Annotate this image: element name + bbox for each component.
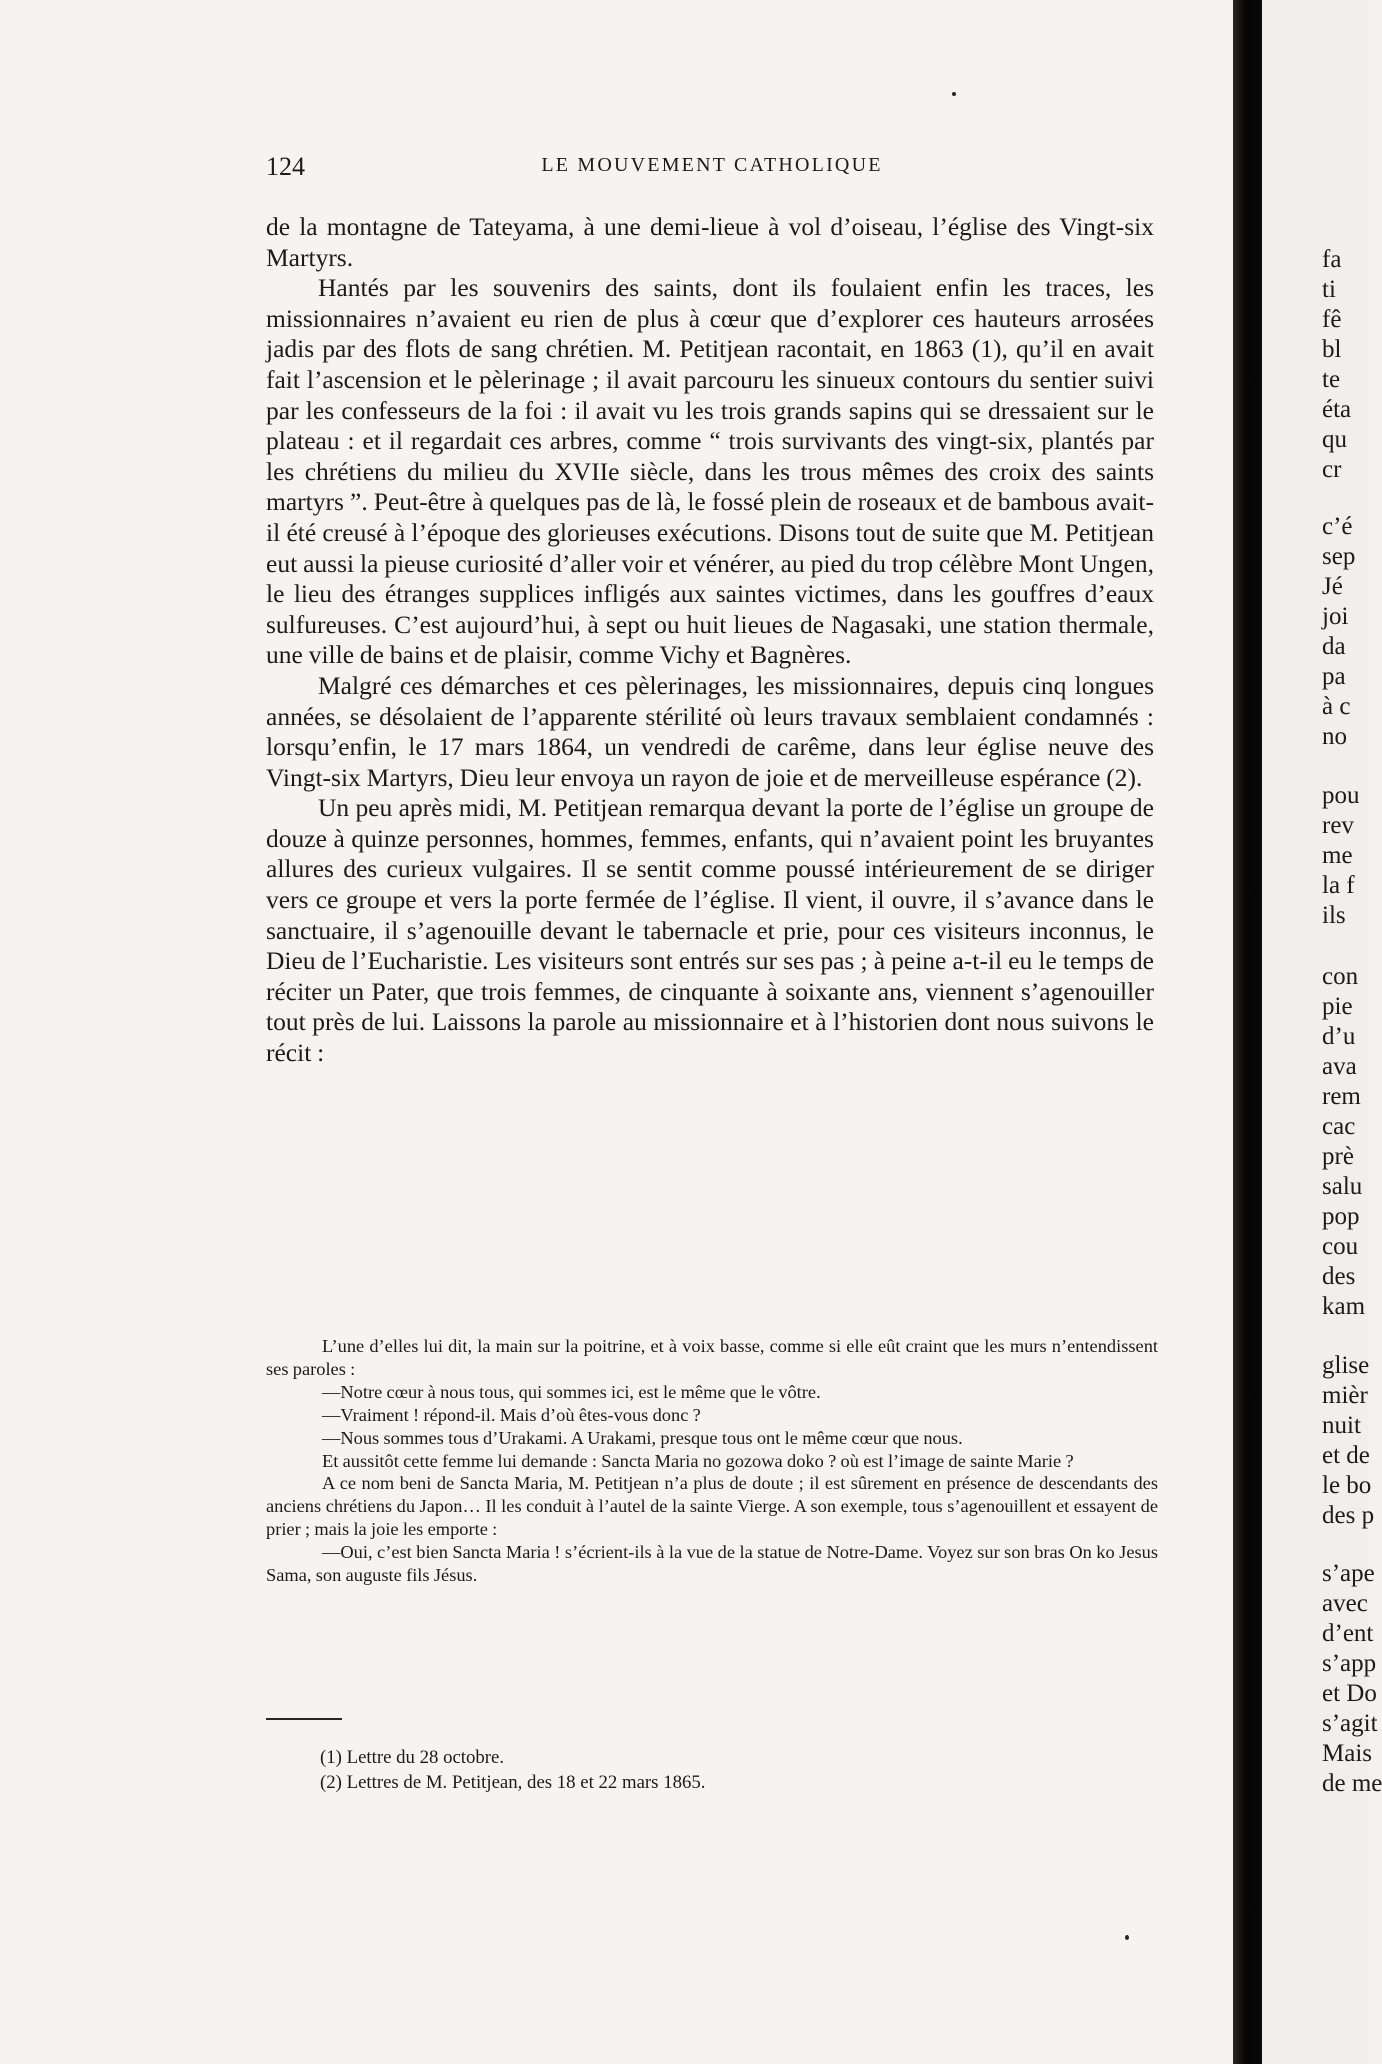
facing-page-line-fragment: sep [1322, 543, 1356, 570]
paragraph: de la montagne de Tateyama, à une demi-lieue à vol d’oiseau, l’église des Vingt-six Martyrs. [266, 212, 1154, 272]
facing-page-line-fragment: prè [1322, 1143, 1354, 1170]
facing-page-line-fragment: des [1322, 1263, 1356, 1290]
page-header [266, 152, 1158, 192]
facing-page-line-fragment: ava [1322, 1053, 1357, 1080]
facing-page-line-fragment: cou [1322, 1233, 1359, 1260]
footnote: (2) Lettres de M. Petitjean, des 18 et 22 mars 1865. [320, 1772, 706, 1793]
facing-page-line-fragment: le bo [1322, 1472, 1372, 1499]
facing-page-line-fragment: à c [1322, 693, 1351, 720]
facing-page-line-fragment: bl [1322, 336, 1342, 363]
facing-page-line-fragment: no [1322, 723, 1347, 750]
facing-page-line-fragment: s’ape [1322, 1560, 1375, 1587]
facing-page-line-fragment: con [1322, 963, 1359, 990]
quote-paragraph: L’une d’elles lui dit, la main sur la poitrine, et à voix basse, comme si elle eût craint que les murs n’entendissent ses paroles : [266, 1336, 1158, 1379]
paragraph: Un peu après midi, M. Petitjean remarqua devant la porte de l’église un groupe de douze à quinze personnes, hommes, femmes, enfants, qui n’avaient point les bruyantes allures des curieux vulgaires. Il se sentit comme poussé intérieurement de se diriger vers ce groupe et vers la porte fermée de l’église. Il vient, il ouvre, il s’avance dans le sanctuaire, il s’agenouille devant le tabernacle et prie, pour ces visiteurs inconnus, le Dieu de l’Eucharistie. Les visiteurs sont entrés sur ses pas ; à peine a-t-il eu le temps de réciter un Pater, que trois femmes, de cinquante à soixante ans, viennent s’agenouiller tout près de lui. Laissons la parole au missionnaire et à l’historien dont nous suivons le récit : [266, 793, 1154, 1068]
running-title: LE MOUVEMENT CATHOLIQUE [541, 154, 883, 176]
main-text [266, 212, 1154, 1069]
facing-page-line-fragment: s’agit [1322, 1710, 1378, 1737]
facing-page-line-fragment: cr [1322, 456, 1342, 483]
facing-page-line-fragment: te [1322, 366, 1341, 393]
facing-page-line-fragment: fa [1322, 246, 1342, 273]
paragraph: Hantés par les souvenirs des saints, dont ils foulaient enfin les traces, les missionnaires n’avaient eu rien de plus à cœur que d’explorer ces hauteurs arrosées jadis par des flots de sang chrétien. M. Petitjean racontait, en 1863 (1), qu’il en avait fait l’ascension et le pèlerinage ; il avait parcouru les sinueux contours du sentier suivi par les confesseurs de la foi : il avait vu les trois grands sapins qui se dressaient sur le plateau : et il regardait ces arbres, comme “ trois survivants des vingt-six, plantés par les chrétiens du milieu du XVIIe siècle, dans les trous mêmes des croix des saints martyrs ”. Peut-être à quelques pas de là, le fossé plein de roseaux et de bambous avait-il été creusé à l’époque des glorieuses exécutions. Disons tout de suite que M. Petitjean eut aussi la pieuse curiosité d’aller voir et vénérer, au pied du trop célèbre Mont Ungen, le lieu des étranges supplices infligés aux saintes victimes, dans les gouffres d’eaux sulfureuses. C’est aujourd’hui, à sept ou huit lieues de Nagasaki, une station thermale, une ville de bains et de plaisir, comme Vichy et Bagnères. [266, 273, 1154, 670]
facing-page-line-fragment: da [1322, 633, 1346, 660]
facing-page-line-fragment: mièr [1322, 1382, 1368, 1409]
facing-page-line-fragment: d’u [1322, 1023, 1356, 1050]
page-number: 124 [266, 152, 305, 181]
facing-page-line-fragment: et Do [1322, 1680, 1377, 1707]
facing-page-line-fragment: ils [1322, 902, 1346, 929]
footnote: (1) Lettre du 28 octobre. [320, 1747, 505, 1768]
facing-page-line-fragment: glise [1322, 1352, 1370, 1379]
facing-page-line-fragment: fê [1322, 306, 1342, 333]
facing-page-line-fragment: de me [1322, 1770, 1382, 1797]
facing-page-line-fragment: c’é [1322, 513, 1353, 540]
ink-speck [1125, 1935, 1129, 1940]
facing-page-line-fragment: qu [1322, 426, 1347, 453]
facing-page-line-fragment: s’app [1322, 1650, 1377, 1677]
quotation-block [266, 1335, 1158, 1587]
quote-paragraph: Et aussitôt cette femme lui demande : Sancta Maria no gozowa doko ? où est l’image de sainte Marie ? [322, 1450, 1074, 1471]
facing-page-line-fragment: Mais [1322, 1740, 1372, 1767]
footnotes [320, 1745, 1020, 1795]
quote-paragraph: A ce nom beni de Sancta Maria, M. Petitjean n’a plus de doute ; il est sûrement en présence de descendants des anciens chrétiens du Japon… Il les conduit à l’autel de la sainte Vierge. A son exemple, tous s’agenouillent et essayent de prier ; mais la joie les emporte : [266, 1473, 1158, 1540]
facing-page-line-fragment: rem [1322, 1083, 1361, 1110]
facing-page-line-fragment: kam [1322, 1293, 1366, 1320]
facing-page-line-fragment: nuit [1322, 1412, 1361, 1439]
facing-page-line-fragment: cac [1322, 1113, 1356, 1140]
facing-page-line-fragment: avec [1322, 1590, 1368, 1617]
facing-page-line-fragment: pie [1322, 993, 1353, 1020]
facing-page-line-fragment: et de [1322, 1442, 1370, 1469]
facing-page-line-fragment: la f [1322, 872, 1355, 899]
facing-page-line-fragment: me [1322, 842, 1353, 869]
quote-paragraph: —Vraiment ! répond-il. Mais d’où êtes-vous donc ? [322, 1404, 701, 1425]
facing-page-line-fragment: pou [1322, 782, 1360, 809]
facing-page-line-fragment: des p [1322, 1502, 1375, 1529]
facing-page-line-fragment: pa [1322, 663, 1346, 690]
facing-page-line-fragment: pop [1322, 1203, 1360, 1230]
quote-paragraph: —Oui, c’est bien Sancta Maria ! s’écrient-ils à la vue de la statue de Notre-Dame. Voyez sur son bras On ko Jesus Sama, son auguste fils Jésus. [266, 1542, 1158, 1586]
facing-page-line-fragment: Jé [1322, 573, 1343, 600]
ink-speck [952, 92, 956, 96]
facing-page-line-fragment: joi [1322, 603, 1349, 630]
footnote-separator [266, 1718, 342, 1720]
facing-page-line-fragment: d’ent [1322, 1620, 1374, 1647]
quote-paragraph: —Nous sommes tous d’Urakami. A Urakami, presque tous ont le même cœur que nous. [322, 1427, 963, 1448]
facing-page-line-fragment: ti [1322, 276, 1336, 303]
facing-page-line-fragment: salu [1322, 1173, 1363, 1200]
facing-page-line-fragment: éta [1322, 396, 1352, 423]
quote-paragraph: —Notre cœur à nous tous, qui sommes ici, est le même que le vôtre. [322, 1381, 821, 1402]
facing-page-line-fragment: rev [1322, 812, 1354, 839]
paragraph: Malgré ces démarches et ces pèlerinages, les missionnaires, depuis cinq longues années, se désolaient de l’apparente stérilité où leurs travaux semblaient condamnés : lorsqu’enfin, le 17 mars 1864, un vendredi de carême, dans leur église neuve des Vingt-six Martyrs, Dieu leur envoya un rayon de joie et de merveilleuse espérance (2). [266, 670, 1154, 792]
